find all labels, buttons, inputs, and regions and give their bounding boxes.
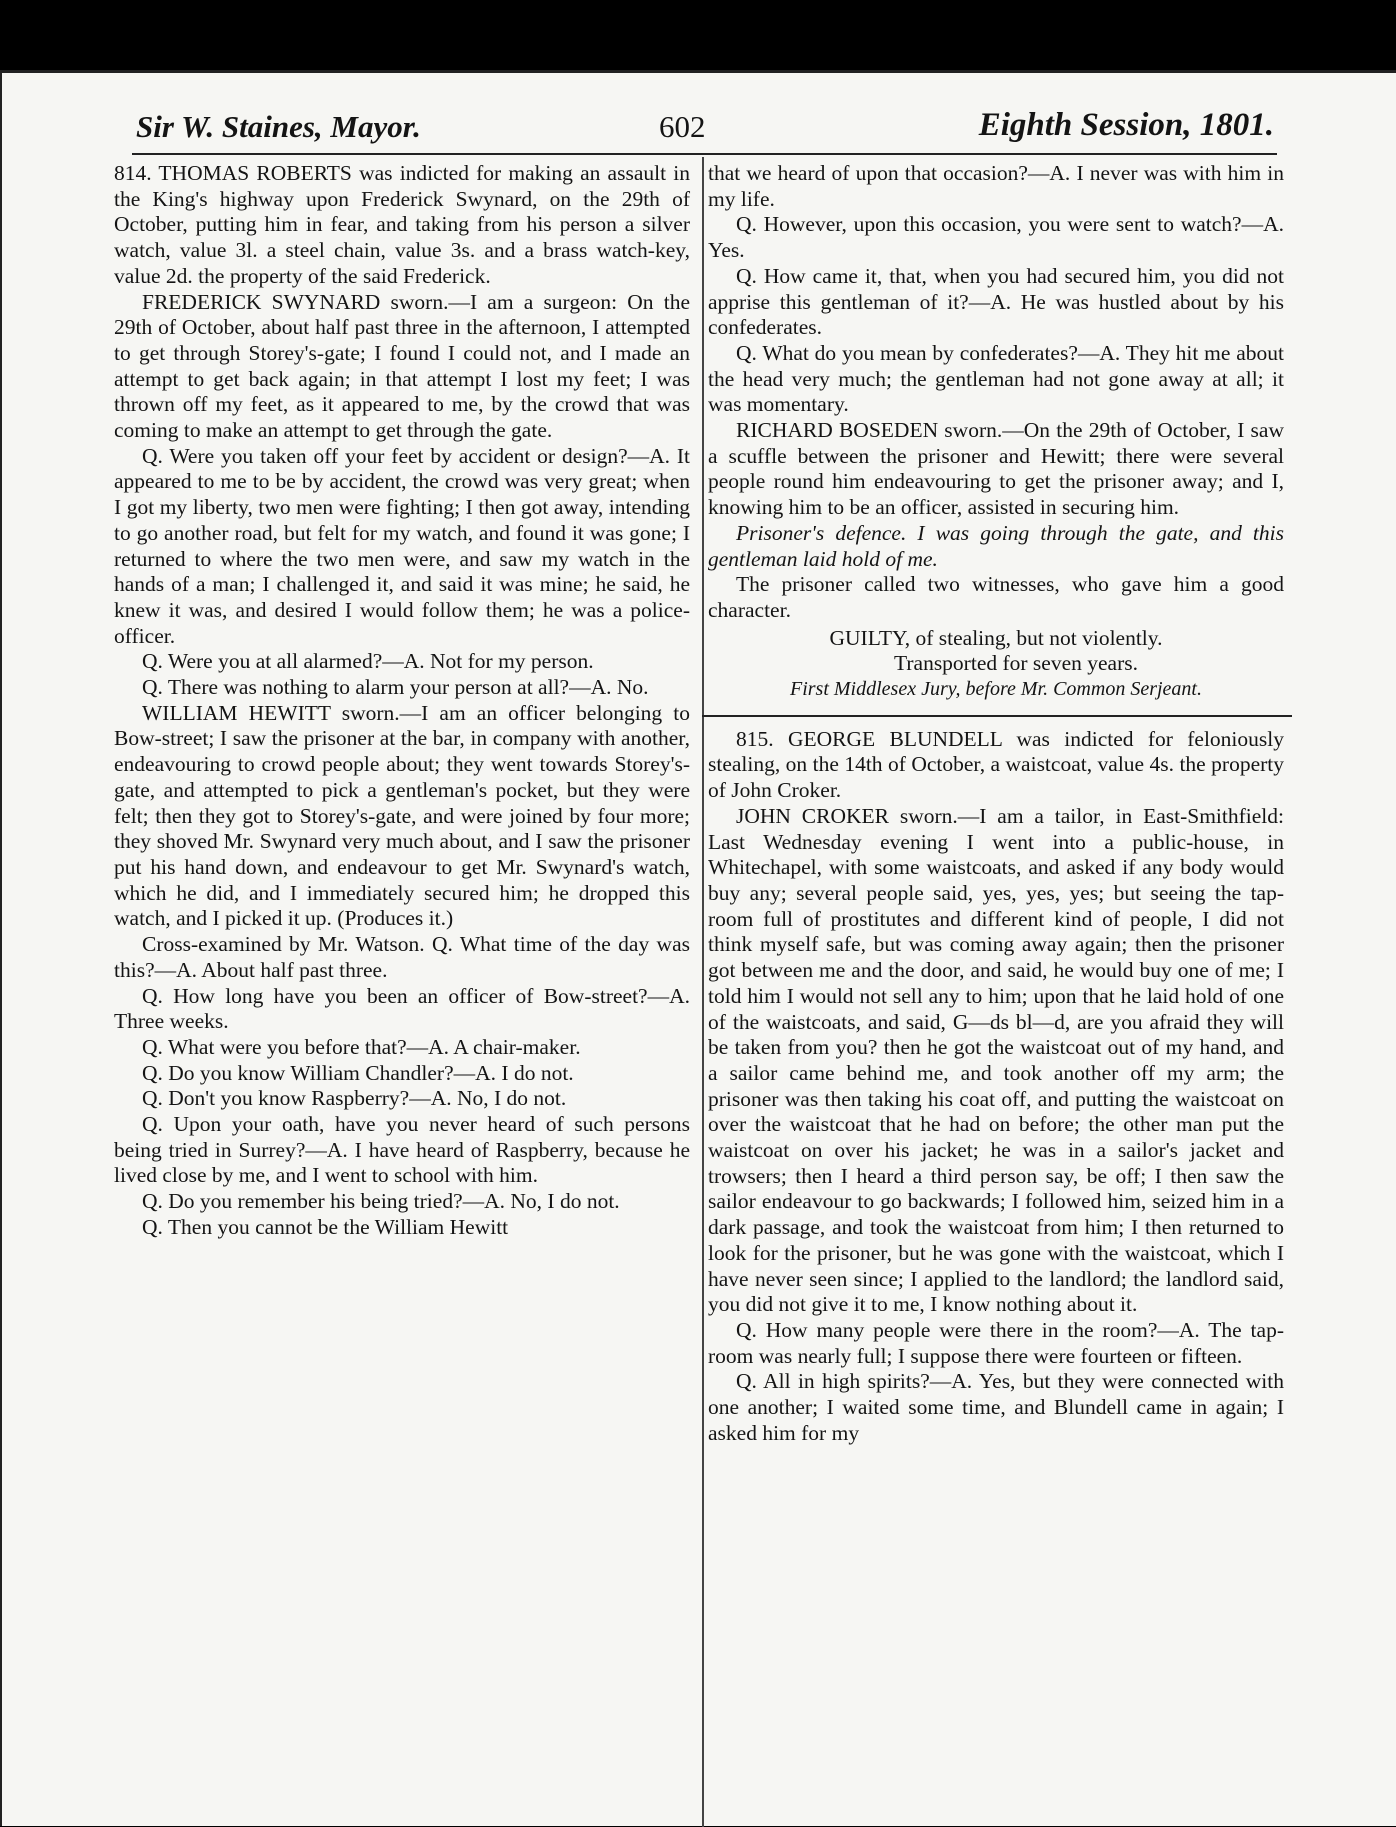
question-alarmed: Q. Were you at all alarmed?—A. Not for my person. — [142, 649, 594, 674]
header-mayor: Sir W. Staines, Mayor. — [136, 109, 421, 144]
question-before: Q. What were you before that?—A. A chair-maker. — [142, 1034, 581, 1059]
question-remember: Q. Do you remember his being tried?—A. No, I do not. — [142, 1189, 620, 1214]
sentence: Transported for seven years. — [893, 651, 1138, 676]
question-how-many: Q. How many people were there in the room?—A. The tap-room was nearly full; I suppose there were fourteen or fifteen. — [708, 1317, 1284, 1368]
answer-continued: that we heard of upon that occasion?—A. I never was with him in my life. — [708, 161, 1284, 211]
header-session: Eighth Session, 1801. — [978, 107, 1274, 143]
witnesses-called: The prisoner called two witnesses, who gave him a good character. — [708, 572, 1284, 622]
testimony-boseden: RICHARD BOSEDEN sworn.—On the 29th of October, I saw a scuffle between the prisoner and Hewitt; there were several people round him endeavouring to get the prisoner away; and I, knowing him to be an officer, assisted in securing him. — [708, 418, 1284, 520]
right-column — [708, 161, 1284, 1446]
question-then: Q. Then you cannot be the William Hewitt — [142, 1214, 509, 1239]
left-column — [114, 161, 690, 1241]
question-chandler: Q. Do you know William Chandler?—A. I do not. — [142, 1060, 574, 1085]
question-nothing-alarm: Q. There was nothing to alarm your person at all?—A. No. — [142, 675, 649, 700]
running-header — [114, 103, 1274, 153]
question-raspberry: Q. Don't you know Raspberry?—A. No, I do not. — [142, 1086, 567, 1111]
question-high-spirits: Q. All in high spirits?—A. Yes, but they were connected with one another; I waited some time, and Blundell came in again; I asked him for my — [708, 1369, 1284, 1445]
case-815-indictment: 815. GEORGE BLUNDELL was indicted for feloniously stealing, on the 14th of October, a waistcoat, value 4s. the property of John Croker. — [708, 726, 1284, 803]
question-accident: Q. Were you taken off your feet by accident or design?—A. It appeared to me to be by accident, the crowd was very great; when I got my liberty, two men were fighting; I then got away, intending to go another road, but felt for my watch, and found it was gone; I returned to where the two men were, and saw my watch in the hands of a man; I challenged it, and said it was mine; he said, he knew it was, and desired I would follow them; he was a police-officer. — [114, 443, 690, 648]
question-how-long: Q. How long have you been an officer of Bow-street?—A. Three weeks. — [114, 983, 690, 1034]
cross-examination: Cross-examined by Mr. Watson. Q. What time of the day was this?—A. About half past three. — [114, 932, 690, 982]
testimony-croker: JOHN CROKER sworn.—I am a tailor, in East-Smithfield: Last Wednesday evening I went into a public-house, in Whitechapel, with some waistcoats, and asked if any body would buy any; several people said, yes, yes, yes; but seeing the tap-room full of prostitutes and different kind of people, I did not think myself safe, but was coming away again; then the prisoner got between me and the door, and said, he would buy one of me; I told him I would not sell any to him; upon that he laid hold of one of the waistcoats, and said, G—ds bl—d, are you afraid they will be taken from you? then he got the waistcoat out of my hand, and a sailor came behind me, and took another off my arm; the prisoner was then taking his coat off, and putting the waistcoat on over the waistcoat that he had on before; the other man put the waistcoat on over his jacket; he was in a sailor's jacket and trowsers; then I heard a third person say, be off; I then saw the sailor endeavour to go backwards; I followed him, seized him in a dark passage, and took the waistcoat from him; I then returned to look for the prisoner, but he was gone with the waistcoat, which I have never seen since; I applied to the landlord; the landlord said, you did not give it to me, I know nothing about it. — [708, 803, 1284, 1317]
document-page — [0, 70, 1396, 1826]
jury-note: First Middlesex Jury, before Mr. Common Serjeant. — [790, 678, 1202, 701]
testimony-swynard: FREDERICK SWYNARD sworn.—I am a surgeon: On the 29th of October, about half past three in the afternoon, I attempted to get through Storey's-gate; I found I could not, and I made an attempt to get back again; in that attempt I lost my feet; I was thrown off my feet, as it appeared to me, by the crowd that was coming to make an attempt to get through the gate. — [114, 289, 690, 443]
section-rule — [702, 715, 1292, 717]
prisoner-defence: Prisoner's defence. I was going through the gate, and this gentleman laid hold of me. — [708, 520, 1284, 571]
question-sent-watch: Q. However, upon this occasion, you were sent to watch?—A. Yes. — [708, 212, 1284, 263]
case-814-indictment: 814. THOMAS ROBERTS was indicted for making an assault in the King's highway upon Frederick Swynard, on the 29th of October, putting him in fear, and taking from his person a silver watch, value 3l. a steel chain, value 3s. and a brass watch-key, value 2d. the property of the said Frederick. — [114, 161, 690, 288]
page-number: 602 — [659, 109, 706, 144]
testimony-hewitt: WILLIAM HEWITT sworn.—I am an officer belonging to Bow-street; I saw the prisoner at the bar, in company with another, endeavouring to crowd people about; they went towards Storey's-gate, and attempted to pick a gentleman's pocket, but they were felt; then they got to Storey's-gate, and were joined by four more; they shoved Mr. Swynard very much about, and I saw the prisoner put his hand down, and endeavour to get Mr. Swynard's watch, which he did, and I immediately secured him; he dropped this watch, and I picked it up. (Produces it.) — [114, 700, 690, 931]
question-confederates: Q. What do you mean by confederates?—A. They hit me about the head very much; the gentleman had not gone away at all; it was momentary. — [708, 340, 1284, 417]
question-secured: Q. How came it, that, when you had secured him, you did not apprise this gentleman of it?—A. He was hustled about by his confederates. — [708, 263, 1284, 340]
verdict: GUILTY, of stealing, but not violently. — [829, 625, 1163, 650]
header-rule — [132, 153, 1277, 155]
question-oath: Q. Upon your oath, have you never heard of such persons being tried in Surrey?—A. I have heard of Raspberry, because he lived close by me, and I went to school with him. — [114, 1112, 690, 1188]
column-divider — [702, 157, 704, 1827]
